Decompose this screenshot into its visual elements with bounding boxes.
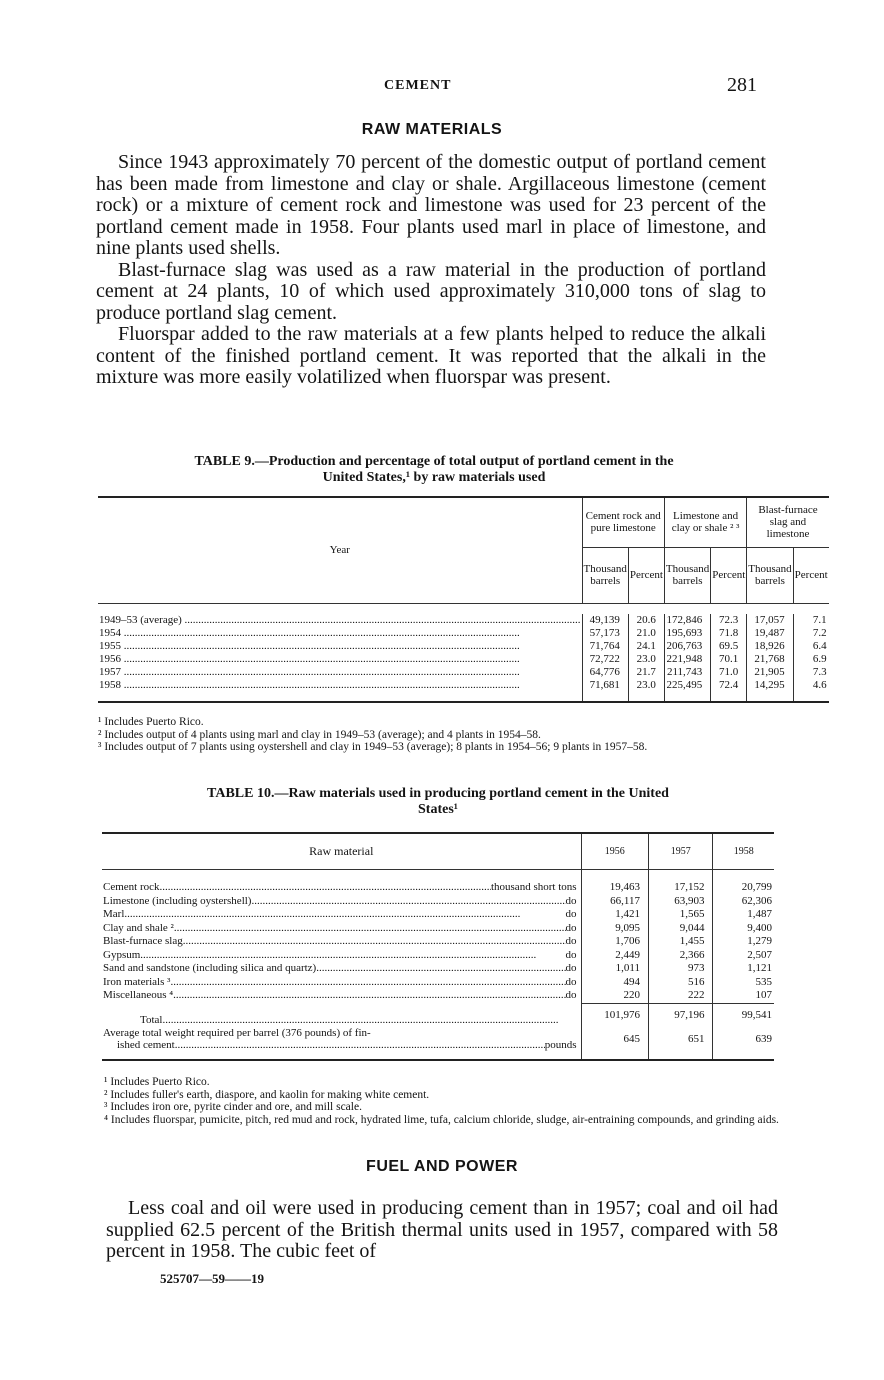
table-cell: 6.9 [812, 653, 827, 665]
unit-label: do [565, 894, 577, 907]
table9 [98, 496, 829, 703]
running-title: CEMENT [384, 78, 452, 93]
unit-label: thousand short tons [490, 881, 577, 893]
footnote: ⁴ Includes fluorspar, pumicite, pitch, red mud and rock, hydrated lime, tufa, calcium chloride, sludge, air-entraining compounds, and grinding aids. [104, 1113, 779, 1126]
table-cell: 62,306 [741, 894, 772, 907]
table9-caption-line2: United States,¹ by raw materials used [322, 470, 546, 485]
unit-label: do [565, 935, 577, 947]
fuel-power-text [106, 1198, 778, 1263]
table9-year-header: Year [98, 497, 582, 603]
table-cell: 516 [648, 976, 713, 990]
table-row [98, 653, 829, 666]
table-cell: 4.6 [812, 679, 827, 691]
table-row [102, 908, 774, 922]
table-row [102, 949, 774, 963]
table10-col-header: Raw material [102, 833, 581, 869]
raw-material-label: Clay and shale ² [103, 921, 174, 934]
table9-subheader: Thousand barrels [582, 547, 628, 603]
raw-material-label: Limestone (including oystershell) [103, 894, 252, 907]
table-row [102, 935, 774, 949]
table-cell: 172,846 [664, 614, 710, 627]
footnote: ³ Includes iron ore, pyrite cinder and ore, and mill scale. [104, 1101, 362, 1113]
table-cell: 1,279 [747, 935, 772, 947]
table-row [98, 614, 829, 627]
table-cell: 535 [755, 975, 772, 988]
total-label: Total [140, 1013, 163, 1026]
table9-group-header: Limestone and clay or shale ² ³ [664, 497, 746, 547]
table-row [102, 976, 774, 990]
table-row [98, 679, 829, 692]
table9-group-header: Cement rock and pure limestone [582, 497, 664, 547]
table-cell: 72,722 [582, 653, 628, 666]
paragraph-3: Fluorspar added to the raw materials at a few plants helped to reduce the alkali content of the finished portland cement. It was reported that the alkali in the mixture was more easily volatilized when fluorspar was present. [96, 323, 766, 388]
table-row [98, 640, 829, 653]
footnote: ² Includes fuller's earth, diaspore, and kaolin for making white cement. [104, 1088, 430, 1101]
table-cell: 2,366 [648, 949, 713, 963]
table-cell: 9,044 [648, 922, 713, 936]
table-row-total [102, 1003, 774, 1027]
table-cell: 1,487 [747, 908, 772, 920]
table-cell: 71.0 [711, 666, 747, 679]
table-cell: 651 [648, 1027, 713, 1052]
table-cell: 49,139 [582, 614, 628, 627]
table10-caption-line1: TABLE 10.—Raw materials used in producing portland cement in the United [207, 786, 669, 801]
table-cell: 1,121 [747, 962, 772, 974]
table-cell: 64,776 [582, 666, 628, 679]
table-cell: 97,196 [648, 1003, 713, 1027]
table-row [102, 989, 774, 1003]
table-cell: 69.5 [711, 640, 747, 653]
unit-label: pounds [544, 1038, 577, 1051]
table10 [102, 832, 774, 1061]
section-heading-raw-materials: RAW MATERIALS [361, 121, 503, 138]
table-cell: 206,763 [664, 640, 710, 653]
table-cell: 66,117 [581, 895, 648, 909]
table9-subheader: Percent [628, 547, 664, 603]
table-row [102, 962, 774, 976]
raw-material-label: Miscellaneous ⁴ [103, 989, 174, 1002]
table-cell: 17,152 [648, 881, 713, 895]
section-heading-fuel-power: FUEL AND POWER [366, 1158, 518, 1175]
table-cell: 20.6 [628, 614, 664, 627]
table-cell: 70.1 [711, 653, 747, 666]
table-cell: 101,976 [581, 1003, 648, 1027]
table-cell: 21.7 [628, 666, 664, 679]
table-row [102, 922, 774, 936]
table-cell: 1,455 [648, 935, 713, 949]
table-cell: 1,011 [581, 962, 648, 976]
table-cell: 99,541 [713, 1003, 774, 1027]
table-cell: 7.1 [812, 614, 827, 626]
table-cell: 1,565 [648, 908, 713, 922]
table-row [102, 895, 774, 909]
table9-subheader: Percent [711, 547, 747, 603]
table9-year: 1956 ..... [98, 653, 582, 666]
table-cell: 222 [648, 989, 713, 1003]
unit-label: do [565, 921, 577, 934]
table9-year: 1954 ..... [98, 627, 582, 640]
raw-material-label: Marl [103, 908, 125, 920]
table-cell: 9,400 [747, 921, 772, 934]
footnote: ³ Includes output of 7 plants using oystershell and clay in 1949–53 (average); 8 plants in 1954–56; 9 plants in 1957–58. [98, 741, 648, 753]
table10-footnotes [104, 1076, 780, 1126]
unit-label: do [565, 962, 577, 974]
table9-caption [96, 454, 772, 486]
table-cell: 19,463 [581, 881, 648, 895]
table-cell: 21.0 [628, 627, 664, 640]
raw-materials-text [96, 152, 766, 389]
footnote: ¹ Includes Puerto Rico. [104, 1076, 210, 1088]
raw-material-label: Blast-furnace slag [103, 935, 183, 947]
paragraph-4: Less coal and oil were used in producing cement than in 1957; coal and oil had supplied 62.5 percent of the British thermal units used in 1957, compared with 58 percent in 1958. The cubic feet of [106, 1197, 778, 1262]
table9-subheader: Percent [793, 547, 828, 603]
table10-col-header: 1958 [713, 833, 774, 869]
table-row-average [102, 1027, 774, 1052]
table-cell: 973 [648, 962, 713, 976]
table10-caption-line2: States¹ [418, 802, 458, 817]
table-cell: 72.3 [711, 614, 747, 627]
raw-material-label: Gypsum [103, 948, 141, 961]
table-cell: 21,768 [747, 653, 793, 666]
table10-caption [100, 786, 776, 818]
raw-material-label: Sand and sandstone (including silica and quartz) [103, 962, 317, 974]
table-cell: 57,173 [582, 627, 628, 640]
unit-label: do [565, 908, 577, 920]
table-cell: 71,764 [582, 640, 628, 653]
table-cell: 221,948 [664, 653, 710, 666]
table9-year: 1949–53 (average) ..... [98, 614, 582, 627]
table-cell: 23.0 [628, 679, 664, 692]
table9-year: 1958 ..... [98, 679, 582, 692]
paragraph-2: Blast-furnace slag was used as a raw material in the production of portland cement at 24 plants, 10 of which used approximately 310,000 tons of slag to produce portland slag cement. [96, 258, 766, 324]
table-cell: 20,799 [741, 881, 772, 893]
table-cell: 195,693 [664, 627, 710, 640]
table-cell: 1,421 [581, 908, 648, 922]
table-cell: 71.8 [711, 627, 747, 640]
table-cell: 63,903 [648, 895, 713, 909]
table-row [98, 627, 829, 640]
raw-material-label: Iron materials ³ [103, 975, 171, 988]
table-cell: 220 [581, 989, 648, 1003]
table9-subheader: Thousand barrels [664, 547, 710, 603]
average-label-line2: ished cement [117, 1038, 175, 1051]
table-cell: 71,681 [582, 679, 628, 692]
table-cell: 17,057 [747, 614, 793, 627]
table-cell: 639 [755, 1032, 772, 1045]
table9-footnotes [98, 716, 774, 754]
unit-label: do [565, 975, 577, 988]
average-label-line1: Average total weight required per barrel (376 pounds) of fin- [103, 1027, 371, 1039]
table-cell: 18,926 [747, 640, 793, 653]
table-cell: 23.0 [628, 653, 664, 666]
table-cell: 211,743 [664, 666, 710, 679]
table9-year: 1957 ..... [98, 666, 582, 679]
raw-material-label: Cement rock [103, 881, 160, 893]
table-cell: 72.4 [711, 679, 747, 692]
table-cell: 6.4 [812, 640, 827, 652]
table-cell: 2,449 [581, 949, 648, 963]
table-cell: 107 [755, 989, 772, 1001]
table10-col-header: 1956 [581, 833, 648, 869]
table9-group-header: Blast-furnace slag and limestone [747, 497, 829, 547]
table-row [98, 666, 829, 679]
unit-label: do [565, 989, 577, 1002]
table-cell: 225,495 [664, 679, 710, 692]
table-cell: 24.1 [628, 640, 664, 653]
table-cell: 1,706 [581, 935, 648, 949]
table9-subheader: Thousand barrels [747, 547, 793, 603]
table-cell: 7.2 [812, 627, 827, 639]
unit-label: do [565, 948, 577, 961]
paragraph-1: Since 1943 approximately 70 percent of the domestic output of portland cement has been made from limestone and clay or shale. Argillaceous limestone (cement rock) or a mixture of cement rock and limestone was used for 23 percent of the portland cement made in 1958. Four plants used marl in place of limestone, and nine plants used shells. [96, 151, 766, 259]
table-row [102, 881, 774, 895]
page-number: 281 [727, 74, 757, 96]
table9-caption-line1: TABLE 9.—Production and percentage of total output of portland cement in the [194, 454, 674, 469]
table-cell: 9,095 [581, 922, 648, 936]
table-cell: 494 [581, 976, 648, 990]
table-cell: 19,487 [747, 627, 793, 640]
table-cell: 645 [581, 1027, 648, 1052]
table-cell: 14,295 [747, 679, 793, 692]
footnote: ¹ Includes Puerto Rico. [98, 716, 204, 728]
table-cell: 2,507 [747, 948, 772, 961]
page-header [0, 74, 884, 104]
table9-year: 1955 ..... [98, 640, 582, 653]
table10-col-header: 1957 [648, 833, 713, 869]
print-code: 525707—59——19 [160, 1271, 264, 1286]
table-cell: 21,905 [747, 666, 793, 679]
table-cell: 7.3 [812, 666, 827, 678]
footnote: ² Includes output of 4 plants using marl and clay in 1949–53 (average); and 4 plants in 1954–58. [98, 728, 541, 741]
